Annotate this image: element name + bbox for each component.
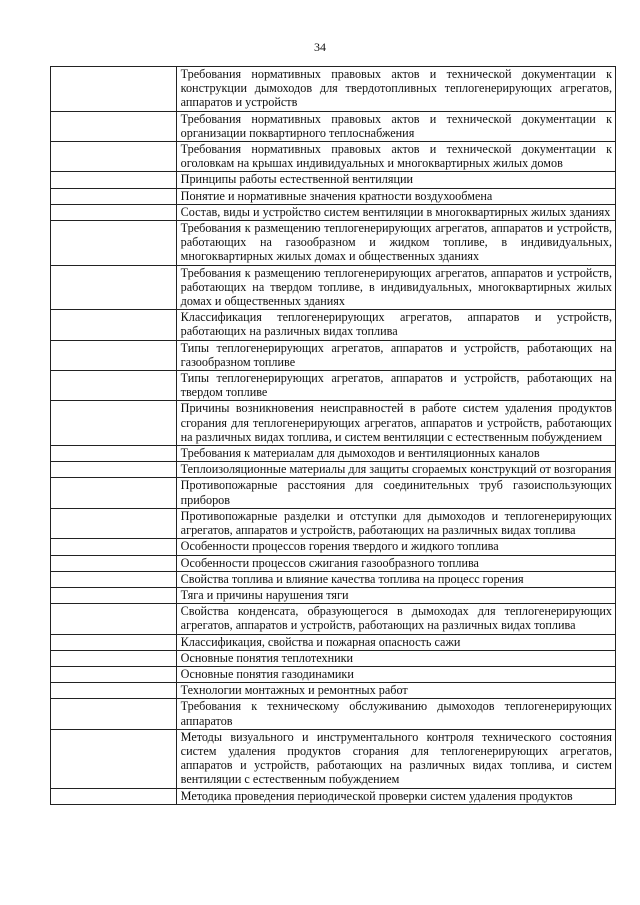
- table-row: [51, 111, 616, 141]
- table-row: [51, 571, 616, 587]
- table-cell-text: Особенности процессов горения твердого и жидкого топлива: [176, 539, 615, 555]
- table-cell-text: Теплоизоляционные материалы для защиты сгораемых конструкций от возгорания: [176, 462, 615, 478]
- empty-cell-label: [51, 67, 177, 112]
- empty-cell-label: [51, 371, 177, 401]
- empty-cell-label: [51, 188, 177, 204]
- table-cell-text: Требования к размещению теплогенерирующих агрегатов, аппаратов и устройств, работающих на твердом топливе, в индивидуальных, многоквартирных жилых домах и общественных зданиях: [176, 265, 615, 310]
- table-cell-text: Свойства конденсата, образующегося в дымоходах для теплогенерирующих агрегатов, аппаратов и устройств, работающих на различных видах топлива: [176, 604, 615, 634]
- table-cell-text: Основные понятия теплотехники: [176, 650, 615, 666]
- table-row: [51, 604, 616, 634]
- table-cell-text: Состав, виды и устройство систем вентиляции в многоквартирных жилых зданиях: [176, 204, 615, 220]
- table-cell-text: Требования нормативных правовых актов и технической документации к оголовкам на крышах индивидуальных и многоквартирных жилых домов: [176, 142, 615, 172]
- table-cell-text: Требования к техническому обслуживанию дымоходов теплогенерирующих аппаратов: [176, 699, 615, 729]
- empty-cell-label: [51, 729, 177, 788]
- page-number: 34: [314, 40, 326, 54]
- table-row: [51, 462, 616, 478]
- table-row: [51, 172, 616, 188]
- table-row: [51, 788, 616, 804]
- table-row: [51, 478, 616, 508]
- table-cell-text: Требования нормативных правовых актов и технической документации к конструкции дымоходов для твердотопливных теплогенерирующих агрегатов, аппаратов и устройств: [176, 67, 615, 112]
- table-row: [51, 539, 616, 555]
- table-row: [51, 587, 616, 603]
- table-row: [51, 371, 616, 401]
- table-cell-text: Типы теплогенерирующих агрегатов, аппаратов и устройств, работающих на твердом топливе: [176, 371, 615, 401]
- table-cell-text: Свойства топлива и влияние качества топлива на процесс горения: [176, 571, 615, 587]
- table-cell-text: Противопожарные разделки и отступки для дымоходов и теплогенерирующих агрегатов, аппаратов и устройств, работающих на различных видах топлива: [176, 508, 615, 538]
- table-row: [51, 446, 616, 462]
- table-row: [51, 340, 616, 370]
- empty-cell-label: [51, 788, 177, 804]
- knowledge-requirements-table: [50, 66, 616, 805]
- empty-cell-label: [51, 555, 177, 571]
- table-cell-text: Методы визуального и инструментального контроля технического состояния систем удаления продуктов сгорания для теплогенерирующих агрегатов, аппаратов и устройств, работающих на различных видах топлива, и систем вентиляции с естественным побуждением: [176, 729, 615, 788]
- table-cell-text: Основные понятия газодинамики: [176, 666, 615, 682]
- empty-cell-label: [51, 221, 177, 266]
- table-row: [51, 204, 616, 220]
- empty-cell-label: [51, 508, 177, 538]
- table-cell-text: Требования нормативных правовых актов и технической документации к организации поквартирного теплоснабжения: [176, 111, 615, 141]
- table-row: [51, 699, 616, 729]
- table-row: [51, 555, 616, 571]
- table-cell-text: Требования к материалам для дымоходов и вентиляционных каналов: [176, 446, 615, 462]
- table-cell-text: Понятие и нормативные значения кратности воздухообмена: [176, 188, 615, 204]
- empty-cell-label: [51, 462, 177, 478]
- empty-cell-label: [51, 571, 177, 587]
- table-row: [51, 508, 616, 538]
- empty-cell-label: [51, 539, 177, 555]
- table-row: [51, 634, 616, 650]
- table-row: [51, 67, 616, 112]
- table-row: [51, 142, 616, 172]
- table-cell-text: Тяга и причины нарушения тяги: [176, 587, 615, 603]
- empty-cell-label: [51, 111, 177, 141]
- table-row: [51, 188, 616, 204]
- empty-cell-label: [51, 310, 177, 340]
- table-cell-text: Требования к размещению теплогенерирующих агрегатов, аппаратов и устройств, работающих на газообразном и жидком топливе, в индивидуальных, многоквартирных жилых домах и общественных зданиях: [176, 221, 615, 266]
- empty-cell-label: [51, 604, 177, 634]
- table-cell-text: Принципы работы естественной вентиляции: [176, 172, 615, 188]
- table-body: [51, 67, 616, 805]
- empty-cell-label: [51, 340, 177, 370]
- table-cell-text: Типы теплогенерирующих агрегатов, аппаратов и устройств, работающих на газообразном топливе: [176, 340, 615, 370]
- table-row: [51, 729, 616, 788]
- empty-cell-label: [51, 204, 177, 220]
- empty-cell-label: [51, 401, 177, 446]
- empty-cell-label: [51, 634, 177, 650]
- table-cell-text: Противопожарные расстояния для соединительных труб газоиспользующих приборов: [176, 478, 615, 508]
- table-row: [51, 310, 616, 340]
- empty-cell-label: [51, 478, 177, 508]
- table-row: [51, 683, 616, 699]
- table-cell-text: Технологии монтажных и ремонтных работ: [176, 683, 615, 699]
- table-cell-text: Классификация, свойства и пожарная опасность сажи: [176, 634, 615, 650]
- table-cell-text: Классификация теплогенерирующих агрегатов, аппаратов и устройств, работающих на различных видах топлива: [176, 310, 615, 340]
- table-cell-text: Причины возникновения неисправностей в работе систем удаления продуктов сгорания для теплогенерирующих агрегатов, аппаратов и устройств, работающих на различных видах топлива, и систем вентиляции с естественным побуждением: [176, 401, 615, 446]
- empty-cell-label: [51, 699, 177, 729]
- table-cell-text: Особенности процессов сжигания газообразного топлива: [176, 555, 615, 571]
- empty-cell-label: [51, 446, 177, 462]
- empty-cell-label: [51, 666, 177, 682]
- empty-cell-label: [51, 142, 177, 172]
- table-row: [51, 666, 616, 682]
- empty-cell-label: [51, 650, 177, 666]
- table-cell-text: Методика проведения периодической проверки систем удаления продуктов: [176, 788, 615, 804]
- table-row: [51, 401, 616, 446]
- empty-cell-label: [51, 683, 177, 699]
- table-row: [51, 265, 616, 310]
- table-row: [51, 221, 616, 266]
- table-row: [51, 650, 616, 666]
- empty-cell-label: [51, 265, 177, 310]
- empty-cell-label: [51, 587, 177, 603]
- empty-cell-label: [51, 172, 177, 188]
